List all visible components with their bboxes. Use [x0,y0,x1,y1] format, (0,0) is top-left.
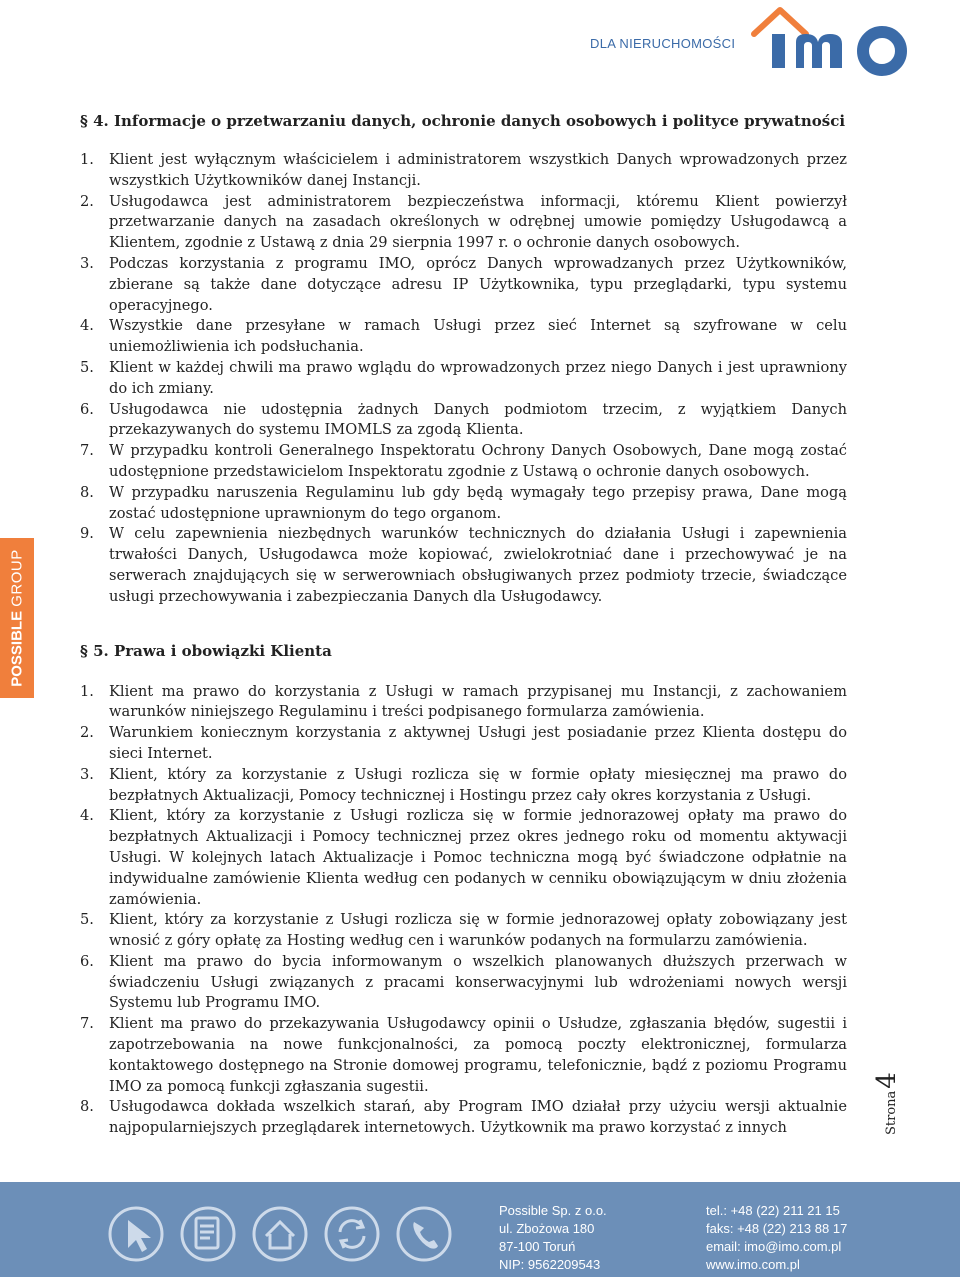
possible-group-side-tab [0,538,34,698]
item-text: Usługodawca jest administratorem bezpieczeństwa informacji, któremu Klient powierzył przetwarzanie danych na zasadach określonych w odrębnej umowie pomiędzy Usługodawcą a Klientem, zgodnie z Ustawą z dnia 29 sierpnia 1997 r. o ochronie danych osobowych. [109,192,847,252]
item-text: Klient ma prawo do bycia informowanym o wszelkich planowanych dłuższych przerwach w świadczeniu Usługi związanych z pracami konserwacyjnymi lub wdrożeniami nowych wersji Systemu lub Programu IMO. [109,952,847,1012]
list-item [80,483,847,525]
list-item [80,723,847,765]
possible-group-logo [9,549,26,687]
item-text: Klient ma prawo do korzystania z Usługi w ramach przypisanej mu Instancji, z zachowaniem warunków niniejszego Regulaminu i treści podpisanego formularza zamówienia. [109,682,847,721]
list-item [80,952,847,1014]
item-number: 8. [80,483,94,501]
item-text: Wszystkie dane przesyłane w ramach Usługi przez sieć Internet są szyfrowane w celu uniemożliwienia ich podsłuchania. [109,317,847,356]
contact-website[interactable]: www.imo.com.pl [706,1257,800,1272]
item-number: 3. [80,254,94,272]
contact-phone: tel.: +48 (22) 211 21 15 [706,1203,840,1218]
footer-contact-info [706,1202,847,1274]
company-city: 87-100 Toruń [499,1239,576,1254]
item-number: 6. [80,400,94,418]
item-number: 2. [80,192,94,210]
item-number: 7. [80,1015,94,1033]
list-item [80,192,847,254]
footer [0,1182,960,1277]
footer-icons [100,1200,480,1264]
list-item [80,1097,847,1139]
list-item [80,682,847,724]
company-street: ul. Zbożowa 180 [499,1221,595,1236]
list-item [80,524,847,607]
item-text: W przypadku kontroli Generalnego Inspektoratu Ochrony Danych Osobowych, Dane mogą zostać udostępnione przedstawicielom Inspektoratu zgodnie z Ustawą o ochronie danych osobowych. [109,442,847,480]
document-icon [182,1208,234,1260]
section-4-list [80,150,847,608]
contact-fax: faks: +48 (22) 213 88 17 [706,1221,848,1236]
list-item [80,254,847,316]
item-text: W celu zapewnienia niezbędnych warunków technicznych do działania Usługi i zapewnienia trwałości Danych, Usługodawca może kopiować, zwielokrotniać dane i przechowywać je na serwerach znajdujących się w serwerowniach obsługiwanych przez podmioty trzecie, świadczące usługi przechowywania i zabezpieczania Danych dla Usługodawcy. [109,525,847,605]
list-item [80,765,847,807]
logo-roof-icon [754,10,806,34]
refresh-icon [326,1208,378,1260]
page-label: Strona [884,1090,899,1135]
item-text: Usługodawca dokłada wszelkich starań, aby Program IMO działał przy użyciu wersji aktualnie najpopularniejszych przeglądarek internetowych. Użytkownik ma prawo korzystać z innych [109,1098,847,1137]
list-item [80,400,847,442]
footer-company-info [499,1202,607,1274]
item-text: Klient jest wyłącznym właścicielem i administratorem wszystkich Danych wprowadzonych przez wszystkich Użytkowników danej Instancji. [109,151,847,189]
item-number: 6. [80,952,94,970]
company-name: Possible Sp. z o.o. [499,1203,607,1218]
item-number: 3. [80,765,94,783]
page-number [872,1072,912,1135]
list-item [80,806,847,910]
item-number: 5. [80,911,94,929]
list-item [80,1014,847,1097]
item-text: Klient w każdej chwili ma prawo wglądu do wprowadzonych przez niego Danych i jest uprawniony do ich zmiany. [109,358,847,397]
item-number: 4. [80,317,94,335]
item-text: Klient ma prawo do przekazywania Usługodawcy opinii o Usłudze, zgłaszania błędów, sugestii i zapotrzebowania na nowe funkcjonalności, za pomocą poczty elektronicznej, formularza kontaktowego dostępnego na Stronie domowej programu, telefonicznie, bądź z poziomu Programu IMO za pomocą funkcji zgłaszania sugestii. [109,1015,847,1095]
contact-email[interactable]: email: imo@imo.com.pl [706,1239,842,1254]
list-item [80,316,847,358]
item-number: 4. [80,807,94,825]
item-text: Klient, który za korzystanie z Usługi rozlicza się w formie jednorazowej opłaty zobowiązany jest wnosić z góry opłatę za Hosting według cen i warunków podanych na formularzu zamówienia. [109,911,847,950]
house-icon [254,1208,306,1260]
list-item [80,358,847,400]
item-number: 1. [80,682,94,700]
item-number: 8. [80,1098,94,1116]
item-number: 1. [80,151,94,168]
document-body [80,110,847,1139]
phone-icon [398,1208,450,1260]
brand-tagline: DLA NIERUCHOMOŚCI [590,36,736,51]
cursor-icon [110,1208,162,1260]
page-number-value: 4 [872,1072,902,1089]
item-text: Klient, który za korzystanie z Usługi rozlicza się w formie jednorazowej opłaty ma prawo do bezpłatnych Aktualizacji i Pomocy technicznej przez okres jednego roku od momentu aktywacji Usługi. W kolejnych latach Aktualizacje i Pomoc techniczna mogą być świadczone odpłatnie na indywidualne zamówienie Klienta według cen podanych w cenniku obowiązującym w dniu złożenia zamówienia. [109,807,847,908]
item-text: Podczas korzystania z programu IMO, oprócz Danych wprowadzanych przez Użytkowników, zbierane są także dane dotyczące adresu IP Użytkownika, typu przeglądarki, typu systemu operacyjnego. [109,254,847,314]
item-number: 2. [80,724,94,742]
list-item [80,150,847,192]
company-nip: NIP: 9562209543 [499,1257,601,1272]
list-item [80,910,847,952]
item-text: Usługodawca nie udostępnia żadnych Danych podmiotom trzecim, z wyjątkiem Danych przekazywanych do systemu IMOMLS za zgodą Klienta. [109,400,847,439]
side-tab-brand-light: GROUP [8,549,26,607]
item-number: 9. [80,525,94,543]
item-text: Warunkiem koniecznym korzystania z aktywnej Usługi jest posiadanie przez Klienta dostępu do sieci Internet. [109,724,847,762]
section-4-title: § 4. Informacje o przetwarzaniu danych, ochronie danych osobowych i polityce prywatności [80,112,846,130]
imo-logo [742,4,932,76]
section-5-list [80,682,847,1140]
section-5-title: § 5. Prawa i obowiązki Klienta [80,641,332,660]
list-item [80,441,847,483]
item-number: 5. [80,358,94,376]
item-text: Klient, który za korzystanie z Usługi rozlicza się w formie opłaty miesięcznej ma prawo do bezpłatnych Aktualizacji, Pomocy technicznej i Hostingu przez cały okres korzystania z Usługi. [109,765,847,804]
item-number: 7. [80,442,94,460]
side-tab-brand-bold: POSSIBLE [8,610,26,687]
item-text: W przypadku naruszenia Regulaminu lub gdy będą wymagały tego przepisy prawa, Dane mogą zostać udostępnione uprawnionym do tego organom. [109,483,847,522]
